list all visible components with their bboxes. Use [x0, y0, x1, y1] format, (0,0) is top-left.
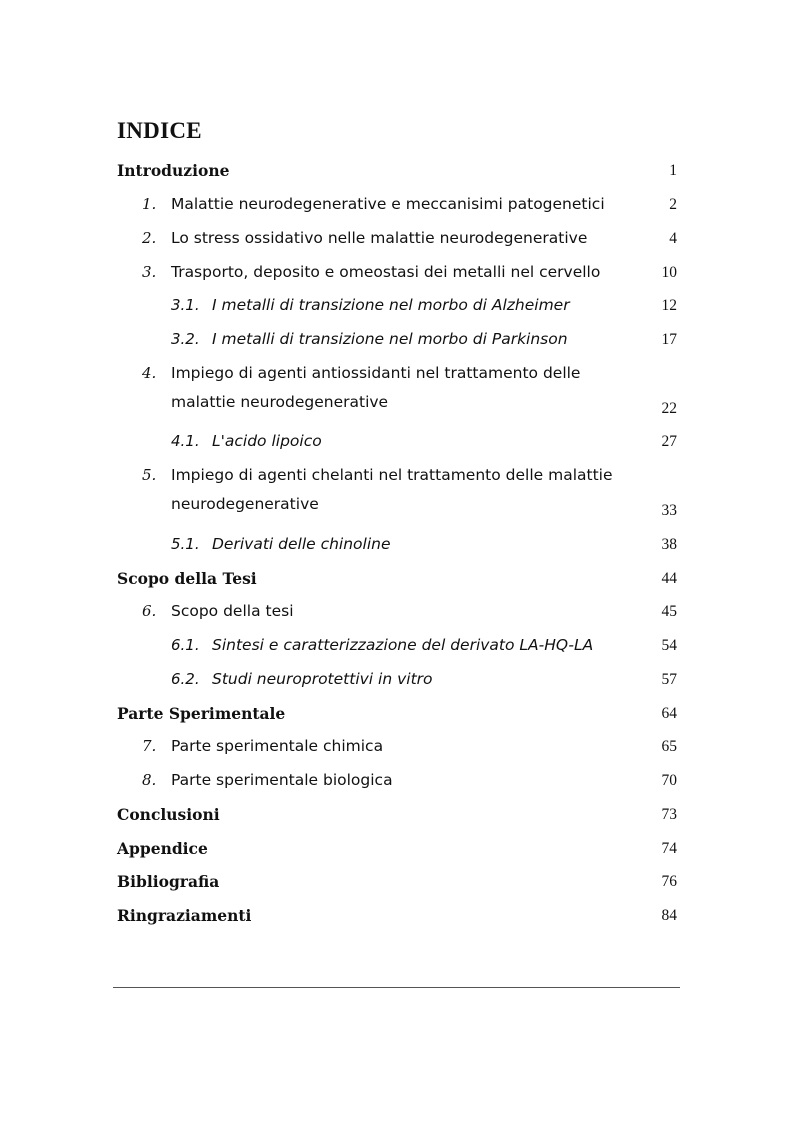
toc-page-number: 74: [661, 840, 677, 857]
toc-entry-title: I metalli di transizione nel morbo di Alzheimer: [212, 296, 570, 314]
toc-entry-number: 6.2.: [171, 670, 200, 688]
toc-page-number: 73: [661, 806, 677, 823]
toc-page-number: 22: [661, 400, 677, 417]
toc-page-number: 4: [669, 230, 677, 247]
toc-section-title: Introduzione: [117, 161, 230, 180]
toc-page-number: 45: [661, 603, 677, 620]
toc-entry-title: Studi neuroprotettivi in vitro: [212, 670, 433, 688]
toc-section-title: Scopo della Tesi: [117, 569, 257, 588]
toc-section-title: Bibliografia: [117, 872, 220, 891]
toc-entry-number: 3.2.: [171, 330, 200, 348]
toc-entry-number: 3.1.: [171, 296, 200, 314]
toc-entry-title: Malattie neurodegenerative e meccanisimi patogenetici: [171, 195, 605, 213]
toc-entry-title-line1: Impiego di agenti antiossidanti nel trattamento delle: [171, 364, 581, 382]
toc-page-number: 54: [661, 637, 677, 654]
toc-entry-title: Scopo della tesi: [171, 602, 294, 620]
toc-page-number: 1: [669, 162, 677, 179]
toc-section-title: Appendice: [117, 839, 208, 858]
toc-page-number: 70: [661, 772, 677, 789]
toc-entry-title: L'acido lipoico: [212, 432, 322, 450]
toc-page-number: 38: [661, 536, 677, 553]
toc-entry-title: I metalli di transizione nel morbo di Parkinson: [212, 330, 568, 348]
toc-entry-number: 6.: [142, 602, 157, 620]
toc-section-title: Conclusioni: [117, 805, 220, 824]
toc-page-number: 44: [661, 570, 677, 587]
toc-page-number: 2: [669, 196, 677, 213]
toc-entry-number: 5.: [142, 466, 157, 484]
toc-entry-title-line2: neurodegenerative: [171, 495, 319, 513]
toc-entry-number: 6.1.: [171, 636, 200, 654]
toc-entry-title: Trasporto, deposito e omeostasi dei metalli nel cervello: [171, 263, 601, 281]
toc-entry-number: 8.: [142, 771, 157, 789]
toc-page-number: 10: [661, 264, 677, 281]
toc-entry-number: 4.1.: [171, 432, 200, 450]
toc-entry-title-line1: Impiego di agenti chelanti nel trattamento delle malattie: [171, 466, 613, 484]
toc-entry-number: 3.: [142, 263, 157, 281]
index-heading: INDICE: [117, 118, 202, 143]
toc-page-number: 33: [661, 502, 677, 519]
toc-entry-number: 5.1.: [171, 535, 200, 553]
toc-entry-title: Lo stress ossidativo nelle malattie neurodegenerative: [171, 229, 588, 247]
toc-entry-number: 7.: [142, 737, 157, 755]
toc-entry-title: Derivati delle chinoline: [212, 535, 391, 553]
toc-page-number: 64: [661, 705, 677, 722]
toc-page-number: 84: [661, 907, 677, 924]
toc-page-number: 12: [661, 297, 677, 314]
toc-page-number: 27: [661, 433, 677, 450]
toc-page-number: 17: [661, 331, 677, 348]
toc-entry-title: Parte sperimentale chimica: [171, 737, 384, 755]
toc-entry-number: 2.: [142, 229, 157, 247]
toc-entry-number: 1.: [142, 195, 157, 213]
toc-entry-title: Parte sperimentale biologica: [171, 771, 393, 789]
toc-page-number: 76: [661, 873, 677, 890]
toc-section-title: Ringraziamenti: [117, 906, 252, 925]
footer-rule: [113, 987, 680, 988]
toc-page-number: 57: [661, 671, 677, 688]
toc-entry-title-line2: malattie neurodegenerative: [171, 393, 389, 411]
toc-entry-number: 4.: [142, 364, 157, 382]
toc-page-number: 65: [661, 738, 677, 755]
toc-entry-title: Sintesi e caratterizzazione del derivato LA-HQ-LA: [212, 636, 594, 654]
toc-section-title: Parte Sperimentale: [117, 704, 286, 723]
